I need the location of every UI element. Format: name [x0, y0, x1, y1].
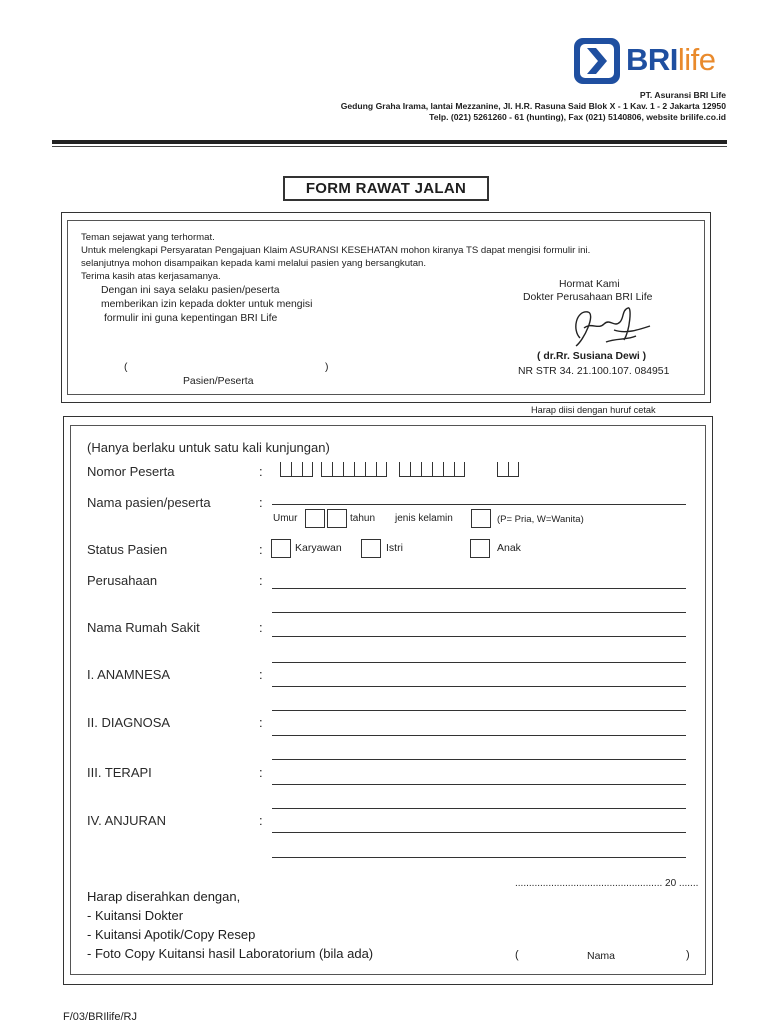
gender-label: jenis kelamin — [395, 513, 453, 524]
doctor-name: ( dr.Rr. Susiana Dewi ) — [537, 351, 647, 362]
anamnesis-field-line-2[interactable] — [272, 710, 686, 711]
anamnesis-label: I. ANAMNESA — [87, 667, 171, 682]
colon: : — [259, 667, 263, 682]
hospital-field[interactable] — [272, 636, 686, 637]
diagnosis-field-line-2[interactable] — [272, 759, 686, 760]
submit-item: - Foto Copy Kuitansi hasil Laboratorium (bila ada) — [87, 946, 374, 961]
member-number-cell[interactable] — [343, 462, 354, 477]
header-divider-thin — [52, 146, 727, 147]
status-employee-checkbox[interactable] — [271, 539, 291, 558]
member-number-cell[interactable] — [421, 462, 432, 477]
colon: : — [259, 620, 263, 635]
header-divider — [52, 140, 727, 144]
consent-line-2: memberikan izin kepada dokter untuk mengisi — [101, 299, 313, 310]
member-number-cell[interactable] — [497, 462, 508, 477]
date-line[interactable]: ..................................................... 20 ....... — [515, 878, 699, 889]
colon: : — [259, 765, 263, 780]
age-box-2[interactable] — [327, 509, 347, 528]
member-number-cell[interactable] — [508, 462, 519, 477]
age-box-1[interactable] — [305, 509, 325, 528]
member-number-cell[interactable] — [354, 462, 365, 477]
colon: : — [259, 464, 263, 479]
patient-name-label: Nama pasien/peserta — [87, 495, 211, 510]
member-number-cell[interactable] — [302, 462, 313, 477]
brand-wordmark: BRIlife — [626, 42, 716, 77]
gender-box[interactable] — [471, 509, 491, 528]
status-wife-label: Istri — [386, 542, 403, 554]
patient-sign-open: ( — [124, 362, 128, 373]
intro-greeting: Teman sejawat yang terhormat. — [81, 232, 215, 243]
doctor-sign-open: ( — [515, 949, 519, 961]
status-wife-checkbox[interactable] — [361, 539, 381, 558]
doctor-signature-icon — [566, 300, 656, 350]
anamnesis-field[interactable] — [272, 686, 686, 687]
doctor-sign-name: Nama — [587, 950, 616, 962]
member-number-label: Nomor Peserta — [87, 464, 175, 479]
advice-field[interactable] — [272, 832, 686, 833]
therapy-label: III. TERAPI — [87, 765, 152, 780]
company-field-line-2[interactable] — [272, 612, 686, 613]
age-label: Umur — [273, 513, 298, 524]
member-number-cell[interactable] — [291, 462, 302, 477]
visit-scope-note: (Hanya berlaku untuk satu kali kunjungan) — [87, 440, 330, 455]
status-child-checkbox[interactable] — [470, 539, 490, 558]
doctor-sign-close: ) — [686, 949, 690, 961]
member-number-cell[interactable] — [321, 462, 332, 477]
member-number-input[interactable] — [270, 461, 580, 479]
doctor-str-number: NR STR 34. 21.100.107. 084951 — [518, 366, 670, 377]
colon: : — [259, 542, 263, 557]
member-number-cell[interactable] — [280, 462, 291, 477]
intro-line-2: selanjutnya mohon disampaikan kepada kami melalui pasien yang bersangkutan. — [81, 258, 427, 269]
intro-line-1: Untuk melengkapi Persyaratan Pengajuan Klaim ASURANSI KESEHATAN mohon kiranya TS dapat mengisi formulir ini. — [81, 245, 591, 256]
age-unit: tahun — [350, 513, 376, 524]
submit-item: - Kuitansi Dokter — [87, 908, 184, 923]
patient-sign-label: Pasien/Peserta — [183, 376, 254, 387]
company-contact: Telp. (021) 5261260 - 61 (hunting), Fax (021) 5140806, website brilife.co.id — [429, 112, 726, 122]
member-number-cell[interactable] — [332, 462, 343, 477]
print-note: Harap diisi dengan huruf cetak — [531, 405, 656, 415]
therapy-field[interactable] — [272, 784, 686, 785]
colon: : — [259, 495, 263, 510]
brilife-logo-icon — [572, 36, 622, 86]
form-code: F/03/BRIlife/RJ — [63, 1011, 137, 1023]
consent-line-3: formulir ini guna kepentingan BRI Life — [104, 313, 278, 324]
submit-item: - Kuitansi Apotik/Copy Resep — [87, 927, 256, 942]
status-child-label: Anak — [497, 542, 521, 554]
member-number-cell[interactable] — [399, 462, 410, 477]
company-label: Perusahaan — [87, 573, 158, 588]
regards-text: Hormat Kami — [559, 279, 620, 290]
member-number-cell[interactable] — [376, 462, 387, 477]
patient-status-label: Status Pasien — [87, 542, 168, 557]
member-number-cell[interactable] — [454, 462, 465, 477]
diagnosis-field[interactable] — [272, 735, 686, 736]
advice-field-line-2[interactable] — [272, 857, 686, 858]
company-doctor-title: Dokter Perusahaan BRI Life — [523, 292, 653, 303]
diagnosis-label: II. DIAGNOSA — [87, 715, 171, 730]
member-number-cell[interactable] — [410, 462, 421, 477]
intro-line-3: Terima kasih atas kerjasamanya. — [81, 271, 221, 282]
colon: : — [259, 573, 263, 588]
form-title: FORM RAWAT JALAN — [283, 176, 489, 201]
status-employee-label: Karyawan — [295, 542, 342, 554]
patient-name-field[interactable] — [272, 504, 686, 505]
therapy-field-line-2[interactable] — [272, 808, 686, 809]
submit-title: Harap diserahkan dengan, — [87, 889, 241, 904]
patient-sign-close: ) — [325, 362, 329, 373]
advice-label: IV. ANJURAN — [87, 813, 166, 828]
company-field[interactable] — [272, 588, 686, 589]
hospital-label: Nama Rumah Sakit — [87, 620, 200, 635]
member-number-cell[interactable] — [443, 462, 454, 477]
company-address: Gedung Graha Irama, lantai Mezzanine, Jl. H.R. Rasuna Said Blok X - 1 Kav. 1 - 2 Jakarta 12950 — [340, 101, 726, 111]
colon: : — [259, 813, 263, 828]
company-name: PT. Asuransi BRI Life — [639, 90, 726, 100]
consent-line-1: Dengan ini saya selaku pasien/peserta — [101, 285, 280, 296]
hospital-field-line-2[interactable] — [272, 662, 686, 663]
gender-hint: (P= Pria, W=Wanita) — [497, 514, 584, 525]
member-number-cell[interactable] — [432, 462, 443, 477]
colon: : — [259, 715, 263, 730]
member-number-cell[interactable] — [365, 462, 376, 477]
